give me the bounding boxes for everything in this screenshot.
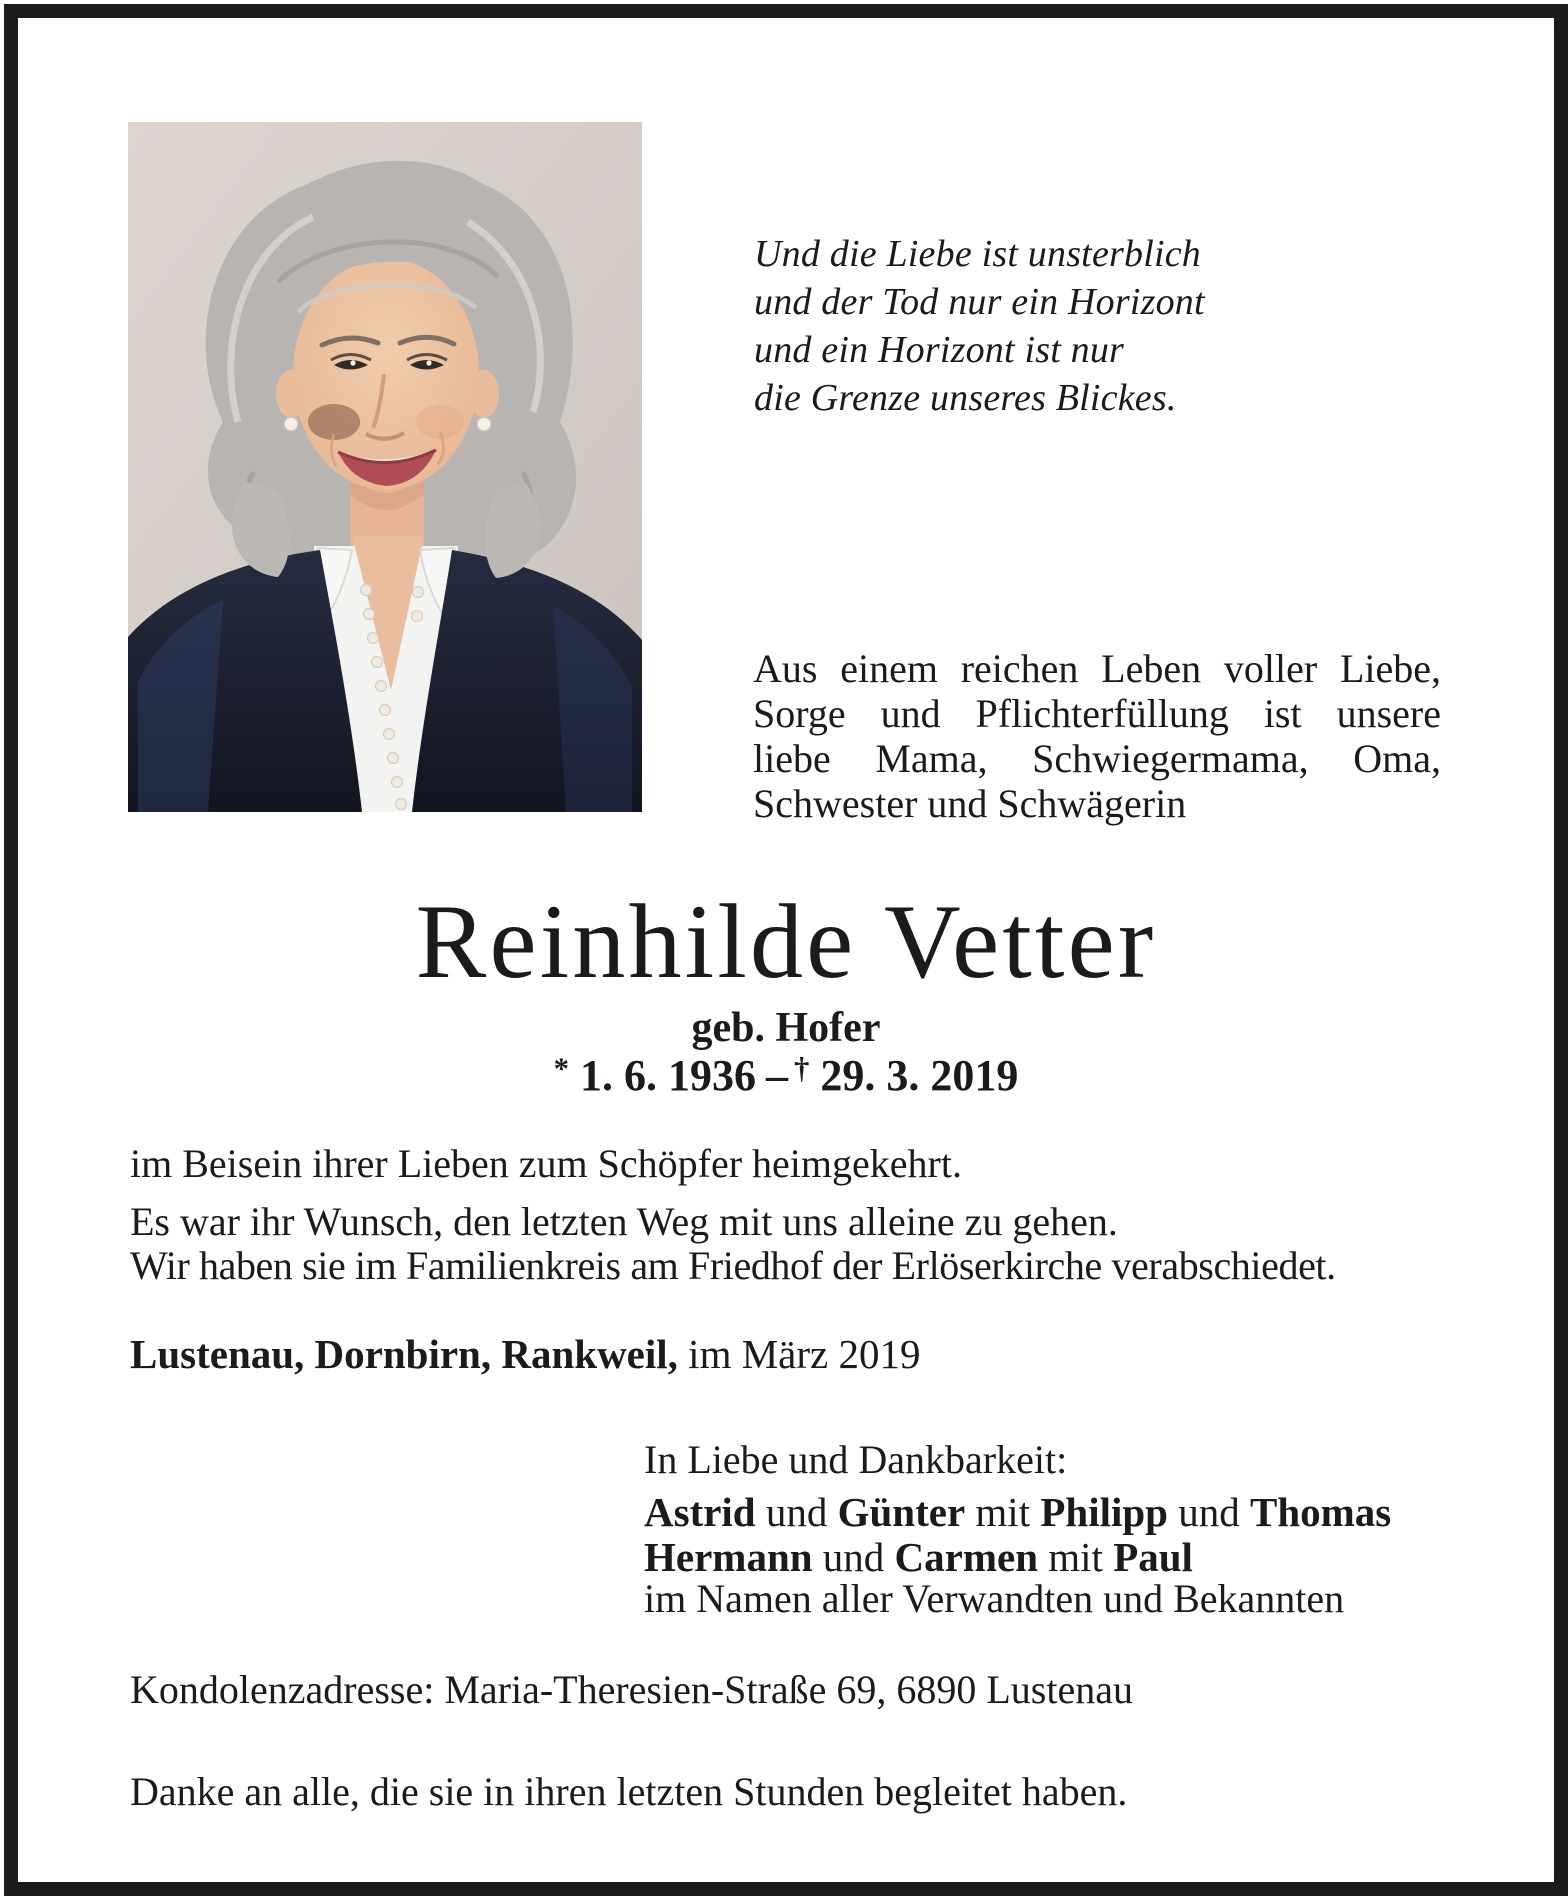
obituary-card-frame [4,4,1568,1896]
place-list: Lustenau, Dornbirn, Rankweil, [130,1331,678,1377]
mourners-line-3: im Namen aller Verwandten und Bekannten [644,1576,1345,1621]
maiden-name: geb. Hofer [691,1005,881,1051]
mourner-name: Hermann [644,1534,813,1580]
date-text: im März 2019 [677,1331,921,1377]
obituary-content [18,18,1554,1882]
dates-separator: – [766,1051,788,1100]
intro-line: liebe Mama, Schwiegermama, Oma, [753,736,1441,781]
birth-date: 1. 6. 1936 [580,1051,756,1100]
intro-line: Sorge und Pflichterfüllung ist unsere [753,691,1441,736]
body-line-wish: Es war ihr Wunsch, den letzten Weg mit uns alleine zu gehen. [130,1199,1118,1244]
body-line-returned: im Beisein ihrer Lieben zum Schöpfer heimgekehrt. [130,1141,962,1186]
portrait-illustration [128,122,642,812]
birth-symbol: * [553,1051,569,1086]
thanks-line: Danke an alle, die sie in ihren letzten Stunden begleitet haben. [130,1769,1128,1814]
mourner-name: Paul [1113,1534,1193,1580]
poem-quote [754,230,1205,422]
poem-line: und der Tod nur ein Horizont [754,281,1205,323]
intro-paragraph [753,646,1441,826]
connector: mit [965,1489,1041,1535]
connector: und [1167,1489,1250,1535]
portrait-photo [128,122,642,812]
mourners-line-1 [644,1488,1391,1536]
death-date: 29. 3. 2019 [820,1051,1019,1100]
poem-line: Und die Liebe ist unsterblich [754,233,1201,275]
place-date-line [130,1330,920,1378]
connector: und [812,1534,895,1580]
connector: mit [1038,1534,1114,1580]
body-line-farewell: Wir haben sie im Familienkreis am Friedhof der Erlöserkirche verabschiedet. [130,1243,1336,1288]
mourner-name: Thomas [1249,1489,1392,1535]
mourner-name: Carmen [894,1534,1039,1580]
mourners-heading: In Liebe und Dankbarkeit: [644,1437,1068,1482]
condolence-address: Kondolenzadresse: Maria-Theresien-Straße 69, 6890 Lustenau [130,1667,1133,1712]
connector: und [755,1489,838,1535]
mourners-line-2 [644,1533,1193,1581]
intro-line: Schwester und Schwägerin [753,781,1187,826]
mourner-name: Philipp [1040,1489,1168,1535]
death-symbol: † [794,1051,810,1086]
poem-line: die Grenze unseres Blickes. [754,377,1177,419]
deceased-name: Reinhilde Vetter [415,883,1157,1000]
poem-line: und ein Horizont ist nur [754,329,1125,371]
mourner-name: Astrid [644,1489,756,1535]
intro-line: Aus einem reichen Leben voller Liebe, [753,646,1441,691]
mourner-name: Günter [837,1489,966,1535]
life-dates [18,1050,1554,1101]
